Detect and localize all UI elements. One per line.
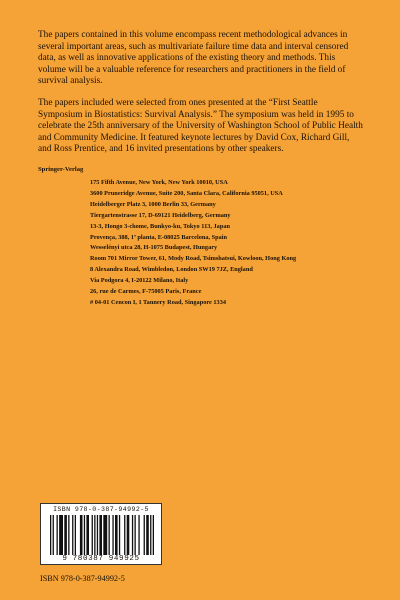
barcode-bar-24	[138, 515, 139, 555]
barcode-bar-6	[72, 515, 73, 555]
barcode-bar-10	[86, 515, 89, 555]
barcode-bars-icon	[50, 515, 154, 555]
barcode-bar-15	[103, 515, 107, 555]
barcode-bar-17	[112, 515, 113, 555]
barcode-ean-digits: 9 780387 949925	[62, 555, 140, 563]
address-line: 8 Alexandra Road, Wimbledon, London SW19 7JZ, England	[90, 266, 253, 274]
barcode-bar-28	[153, 515, 154, 555]
address-line: 13-3, Hongo 3-chome, Bunkyo-ku, Tokyo 113, Japan	[90, 222, 230, 230]
barcode-bar-7	[75, 515, 76, 555]
publisher-address-list	[90, 178, 380, 309]
barcode-bar-4	[64, 515, 67, 555]
barcode-bar-2	[57, 515, 58, 555]
address-line: 175 Fifth Avenue, New York, New York 10010, USA	[90, 179, 228, 186]
address-line: 26, rue de Carmes, F-75005 Paris, France	[90, 288, 202, 296]
address-line: Tiergartenstrasse 17, D-69121 Heidelberg, Germany	[90, 211, 231, 219]
barcode-bar-11	[92, 515, 93, 555]
barcode-bar-23	[135, 515, 136, 555]
barcode-bar-1	[53, 515, 54, 555]
barcode-bar-18	[115, 515, 118, 555]
barcode-bar-8	[80, 515, 83, 555]
address-line: Via Podgora 4, I-20122 Milano, Italy	[90, 277, 189, 285]
barcode-bar-12	[94, 515, 95, 555]
address-line: 3600 Pruneridge Avenue, Suite 200, Santa Clara, California 95051, USA	[90, 189, 283, 197]
barcode-isbn-text: ISBN 978-0-387-94992-5	[53, 506, 149, 513]
barcode-label	[40, 503, 162, 565]
barcode-bar-26	[146, 515, 149, 555]
address-line: Room 701 Mirror Tower, 61, Mody Road, Tsimshatsui, Kowloon, Hong Kong	[90, 255, 297, 263]
publisher-name: Springer-Verlag	[38, 166, 84, 173]
barcode-bar-21	[127, 515, 130, 555]
barcode-bar-16	[109, 515, 110, 555]
barcode-bar-20	[124, 515, 125, 555]
barcode-bar-13	[97, 515, 98, 555]
description-paragraph-2: The papers included were selected from ones presented at the “First Seattle Symposium in Biostatistics: Survival Analysis.” The symposium was held in 1995 to celebrate the 25th anniversary of the University of Washington School of Public Health and Community Medicine. It featured keynote lectures by David Cox, Richard Gill, and Ross Prentice, and 16 invited presentations by other speakers.	[38, 98, 363, 155]
address-line: Provença, 388, 1ª planta, E-08025 Barcelona, Spain	[90, 233, 228, 241]
barcode-bar-0	[50, 515, 51, 555]
barcode-bar-19	[119, 515, 120, 555]
address-line: Heidelberger Platz 3, 1000 Berlin 33, Germany	[90, 200, 216, 208]
barcode-bar-5	[68, 515, 69, 555]
barcode-bar-27	[150, 515, 151, 555]
description-paragraph-1: The papers contained in this volume encompass recent methodological advances in several important areas, such as multivariate failure time data and interval censored data, as well as innovative applications of the existing theory and methods. This volume will be a valuable reference for researchers and practitioners in the field of survival analysis.	[38, 30, 349, 87]
address-line: Wesselényi utca 28, H-1075 Budapest, Hungary	[90, 244, 218, 252]
barcode-bar-3	[59, 515, 63, 555]
footer-isbn: ISBN 978-0-387-94992-5	[40, 574, 125, 583]
barcode-bar-22	[132, 515, 133, 555]
address-line: # 04-01 Cencon I, 1 Tannery Road, Singapore 1334	[90, 298, 226, 306]
barcode-bar-9	[84, 515, 85, 555]
barcode-bar-25	[144, 515, 145, 555]
barcode-bar-14	[99, 515, 102, 555]
